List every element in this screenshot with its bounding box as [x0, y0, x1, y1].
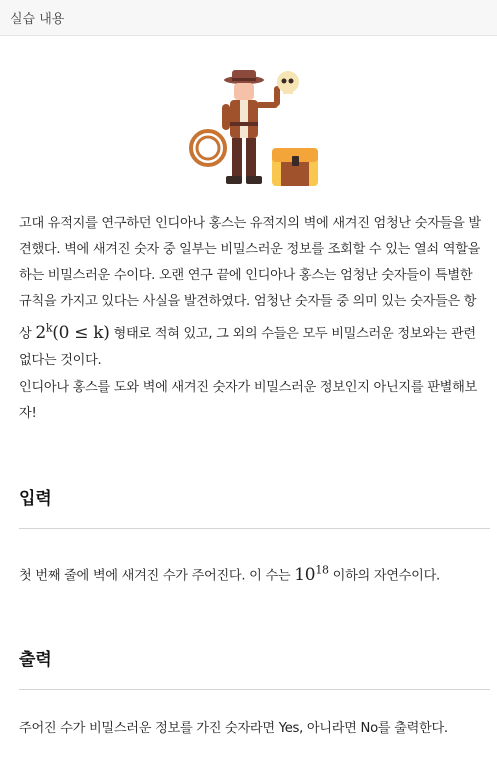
input-description: 첫 번째 줄에 벽에 새겨진 수가 주어진다. 이 수는 $10^{18}$ 이하의 자연수이다.: [19, 563, 440, 585]
intro-paragraph: 고대 유적지를 연구하던 인디아나 홍스는 유적지의 벽에 새겨진 엄청난 숫자들을 발견했다. 벽에 새겨진 숫자 중 일부는 비밀스러운 정보를 조회할 수 있는 열쇠 역할을 하는 비밀스러운 수이다. 오랜 연구 끝에 인디아나 홍스는 엄청난 숫자들이 특별한 규칙을 가지고 있다는 사실을 발견하였다. 엄청난 숫자들 중 의미 있는 숫자들은 항상 $2^k(0 \le k)$ 형태로 적혀 있고, 그 외의 수들은 모두 비밀스러운 정보와는 관련 없다는 것이다.: [19, 216, 481, 368]
intro-paragraph-2: 인디아나 홍스를 도와 벽에 새겨진 숫자가 비밀스러운 정보인지 아닌지를 판별해보자!: [19, 380, 477, 421]
explorer-illustration: [186, 66, 326, 196]
divider: [19, 528, 490, 529]
divider: [19, 689, 490, 690]
section-title: 실습 내용: [10, 12, 65, 27]
treasure-chest-icon: [272, 148, 318, 186]
formula: $2^k(0 \le k)$: [35, 321, 110, 343]
output-description: 주어진 수가 비밀스러운 정보를 가진 숫자라면 Yes, 아니라면 No를 출력한다.: [19, 721, 448, 736]
rope-icon: [191, 131, 225, 165]
limit-formula: $10^{18}$: [294, 563, 329, 585]
explorer-head: [234, 83, 254, 100]
skull-icon: [277, 71, 299, 94]
input-heading: 입력: [19, 489, 52, 509]
top-bar: [0, 0, 497, 36]
output-heading: 출력: [19, 650, 52, 670]
